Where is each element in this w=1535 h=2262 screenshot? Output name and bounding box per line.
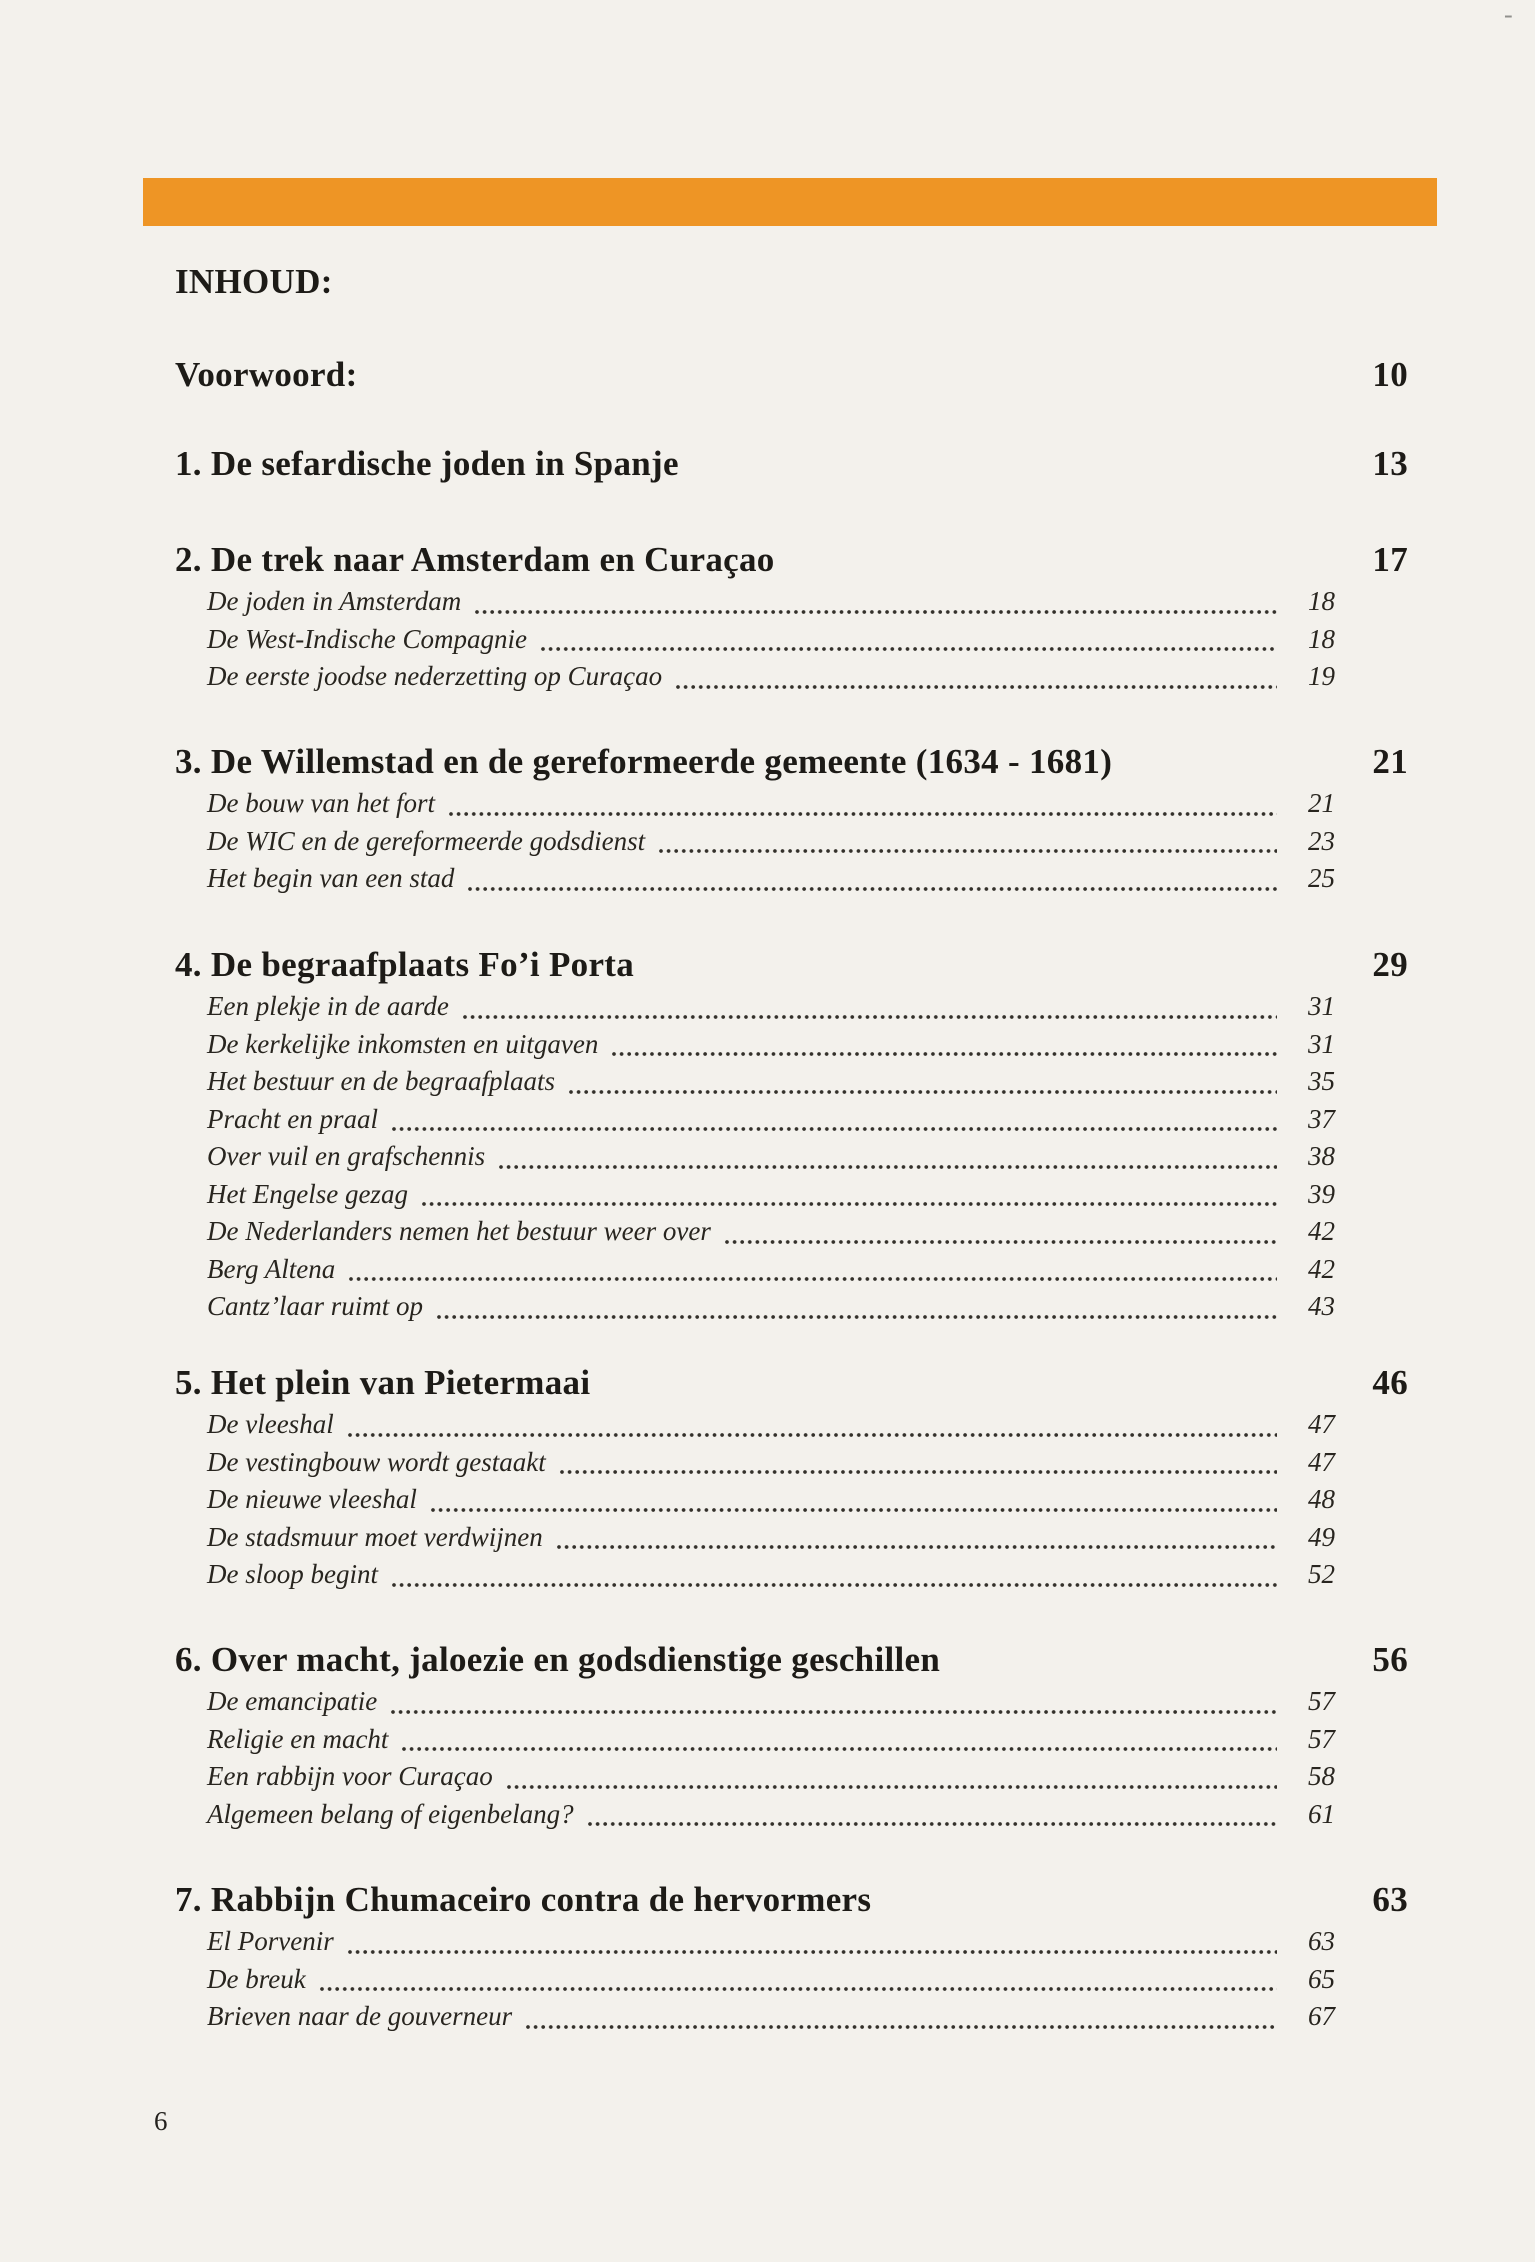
dotted-leader: [402, 1747, 1277, 1751]
toc-sub-entry: [207, 1063, 1335, 1101]
sub-entry-label: De WIC en de gereformeerde godsdienst: [207, 825, 646, 856]
chapter-title: 4. De begraafplaats Fo’i Porta: [175, 945, 635, 984]
dotted-leader: [391, 1710, 1277, 1714]
toc-sub-entry: [207, 1923, 1335, 1961]
toc-section-6: [175, 1637, 1408, 1833]
sub-entry-page-number: 21: [1308, 788, 1335, 818]
sub-entry-label: De sloop begint: [207, 1559, 378, 1589]
toc-sub-entry: [207, 1444, 1335, 1482]
toc-sub-entry: [207, 988, 1335, 1026]
sub-entry-label: De breuk: [207, 1963, 306, 1994]
toc-sub-entry: [207, 1026, 1335, 1064]
dotted-leader: [437, 1315, 1277, 1319]
sub-entry-page-number: 39: [1308, 1178, 1335, 1209]
sub-entry-page-number: 49: [1308, 1521, 1335, 1552]
sub-entry-page-number: 47: [1308, 1409, 1335, 1439]
toc-sub-entry: [207, 1138, 1335, 1176]
chapter-title: 7. Rabbijn Chumaceiro contra de hervormers: [175, 1880, 872, 1919]
sub-entry-label: De eerste joodse nederzetting op Curaçao: [207, 661, 663, 691]
corner-mark: -: [1504, 0, 1513, 29]
dotted-leader: [526, 2025, 1277, 2029]
sub-entry-label: Brieven naar de gouverneur: [207, 2001, 513, 2031]
sub-entry-label: De nieuwe vleeshal: [207, 1484, 417, 1514]
sub-entry-label: De joden in Amsterdam: [207, 586, 462, 616]
sub-entry-page-number: 31: [1308, 991, 1335, 1021]
sub-entry-page-number: 38: [1308, 1141, 1335, 1171]
sub-entry-label: Het begin van een stad: [207, 863, 455, 893]
toc-sub-entry: [207, 1406, 1335, 1444]
chapter-page-number: 46: [1372, 1363, 1408, 1402]
sub-entry-page-number: 23: [1308, 825, 1335, 856]
sub-entry-label: Het bestuur en de begraafplaats: [207, 1066, 555, 1096]
chapter-heading-row: [175, 1877, 1408, 1923]
sub-entry-page-number: 18: [1308, 586, 1335, 616]
toc-sub-entry: [207, 1213, 1335, 1251]
chapter-heading-row: [175, 537, 1408, 583]
sub-entry-page-number: 35: [1308, 1066, 1335, 1096]
sub-entry-page-number: 18: [1308, 623, 1335, 654]
sub-entry-label: Over vuil en grafschennis: [207, 1141, 486, 1171]
toc-sub-entry: [207, 1998, 1335, 2036]
preface-label: Voorwoord:: [175, 355, 358, 394]
dotted-leader: [320, 1987, 1277, 1991]
preface-row: [175, 352, 1408, 398]
dotted-leader: [392, 1583, 1277, 1587]
sub-entry-label: El Porvenir: [207, 1926, 334, 1956]
sub-entry-page-number: 57: [1308, 1686, 1335, 1716]
toc-sub-entry: [207, 1251, 1335, 1289]
sub-entry-label: Berg Altena: [207, 1253, 336, 1284]
toc-sub-entry: [207, 823, 1335, 861]
sub-entry-label: De stadsmuur moet verdwijnen: [207, 1521, 543, 1552]
sub-entry-label: De Nederlanders nemen het bestuur weer over: [207, 1216, 711, 1246]
chapter-page-number: 29: [1372, 945, 1408, 984]
chapter-page-number: 21: [1372, 742, 1408, 781]
toc-sub-entry: [207, 1556, 1335, 1594]
sub-entry-label: Algemeen belang of eigenbelang?: [207, 1798, 574, 1829]
sub-entry-label: Pracht en praal: [207, 1103, 378, 1134]
toc-title: INHOUD:: [175, 262, 333, 301]
sub-entry-page-number: 61: [1308, 1798, 1335, 1829]
chapter-title: 6. Over macht, jaloezie en godsdienstige geschillen: [175, 1640, 941, 1679]
toc-sub-entry: [207, 785, 1335, 823]
dotted-leader: [348, 1950, 1277, 1954]
sub-entry-page-number: 43: [1308, 1291, 1335, 1321]
dotted-leader: [348, 1433, 1277, 1437]
toc-sub-entry: [207, 1796, 1335, 1834]
sub-entry-page-number: 52: [1308, 1559, 1335, 1589]
sub-entry-page-number: 31: [1308, 1028, 1335, 1059]
chapter-heading-row: [175, 1360, 1408, 1406]
dotted-leader: [468, 887, 1277, 891]
sub-entry-label: Een rabbijn voor Curaçao: [207, 1761, 493, 1791]
toc-sub-entry: [207, 658, 1335, 696]
preface-page-number: 10: [1372, 355, 1408, 394]
toc-sub-entry: [207, 1288, 1335, 1326]
sub-entry-label: De West-Indische Compagnie: [207, 623, 527, 654]
sub-entry-label: De kerkelijke inkomsten en uitgaven: [207, 1028, 599, 1059]
sub-entry-page-number: 42: [1308, 1253, 1335, 1284]
sub-entry-label: De vestingbouw wordt gestaakt: [207, 1446, 546, 1477]
dotted-leader: [463, 1015, 1277, 1019]
chapter-heading-row: [175, 1637, 1408, 1683]
chapter-page-number: 56: [1372, 1640, 1408, 1679]
dotted-leader: [569, 1090, 1277, 1094]
page-number: 6: [154, 2106, 168, 2136]
sub-entry-page-number: 67: [1308, 2001, 1335, 2031]
chapter-heading-row: [175, 942, 1408, 988]
chapter-title: 3. De Willemstad en de gereformeerde gemeente (1634 - 1681): [175, 742, 1113, 781]
toc-sub-entry: [207, 1683, 1335, 1721]
sub-entry-page-number: 25: [1308, 863, 1335, 893]
dotted-leader: [392, 1127, 1277, 1131]
toc-sub-entry: [207, 860, 1335, 898]
sub-entry-label: Een plekje in de aarde: [207, 991, 449, 1021]
toc-section-7: [175, 1877, 1408, 2036]
toc-sub-entry: [207, 1961, 1335, 1999]
dotted-leader: [560, 1470, 1277, 1474]
dotted-leader: [499, 1165, 1277, 1169]
toc-sub-entry: [207, 1176, 1335, 1214]
sub-entry-label: De emancipatie: [207, 1686, 378, 1716]
orange-accent-bar: [143, 178, 1437, 226]
sub-entry-label: Het Engelse gezag: [207, 1178, 408, 1209]
toc-sub-entry: [207, 1481, 1335, 1519]
toc-section-5: [175, 1360, 1408, 1594]
toc-sub-entry: [207, 1758, 1335, 1796]
toc-section-1: [175, 441, 1408, 487]
dotted-leader: [659, 849, 1277, 853]
chapter-heading-row: [175, 739, 1408, 785]
dotted-leader: [449, 812, 1277, 816]
dotted-leader: [541, 647, 1277, 651]
dotted-leader: [422, 1202, 1277, 1206]
sub-entry-page-number: 42: [1308, 1216, 1335, 1246]
dotted-leader: [676, 685, 1277, 689]
toc-section-3: [175, 739, 1408, 898]
dotted-leader: [588, 1822, 1277, 1826]
dotted-leader: [507, 1785, 1277, 1789]
toc-sub-entry: [207, 621, 1335, 659]
chapter-title: 5. Het plein van Pietermaai: [175, 1363, 591, 1402]
toc-section-2: [175, 537, 1408, 696]
dotted-leader: [431, 1508, 1277, 1512]
sub-entry-page-number: 19: [1308, 661, 1335, 691]
sub-entry-label: De bouw van het fort: [207, 788, 435, 818]
toc-sub-entry: [207, 1519, 1335, 1557]
sub-entry-page-number: 37: [1308, 1103, 1335, 1134]
dotted-leader: [557, 1545, 1277, 1549]
dotted-leader: [349, 1277, 1277, 1281]
sub-entry-page-number: 65: [1308, 1963, 1335, 1994]
chapter-page-number: 13: [1372, 444, 1408, 483]
dotted-leader: [612, 1052, 1277, 1056]
chapter-page-number: 17: [1372, 540, 1408, 579]
sub-entry-label: Cantz’laar ruimt op: [207, 1291, 424, 1321]
toc-sub-entry: [207, 1721, 1335, 1759]
chapter-page-number: 63: [1372, 1880, 1408, 1919]
sub-entry-page-number: 57: [1308, 1723, 1335, 1754]
sub-entry-page-number: 47: [1308, 1446, 1335, 1477]
chapter-title: 2. De trek naar Amsterdam en Curaçao: [175, 540, 775, 579]
toc-sub-entry: [207, 583, 1335, 621]
sub-entry-page-number: 58: [1308, 1761, 1335, 1791]
sub-entry-page-number: 63: [1308, 1926, 1335, 1956]
sub-entry-label: Religie en macht: [207, 1723, 389, 1754]
dotted-leader: [475, 610, 1277, 614]
sub-entry-label: De vleeshal: [207, 1409, 334, 1439]
chapter-title: 1. De sefardische joden in Spanje: [175, 444, 679, 483]
toc-section-4: [175, 942, 1408, 1326]
chapter-heading-row: [175, 441, 1408, 487]
toc-sub-entry: [207, 1101, 1335, 1139]
dotted-leader: [725, 1240, 1277, 1244]
sub-entry-page-number: 48: [1308, 1484, 1335, 1514]
